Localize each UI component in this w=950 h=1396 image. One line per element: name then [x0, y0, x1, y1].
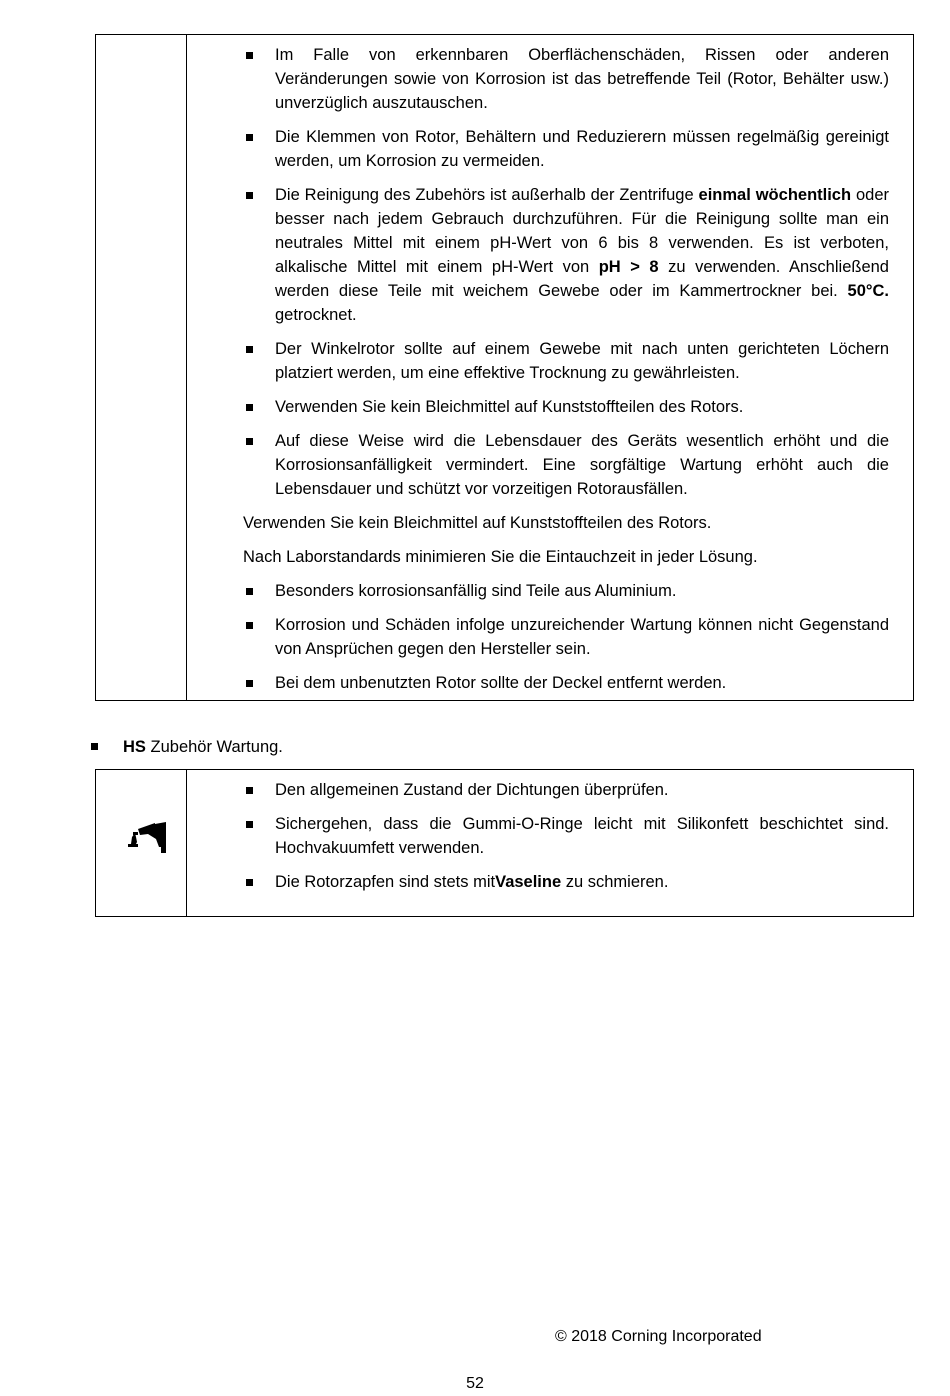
bullet-item [243, 429, 889, 501]
text-run: Sichergehen, dass die Gummi-O-Ringe leicht mit Silikonfett beschichtet sind. Hochvakuumfett verwenden. [275, 815, 889, 857]
text-run: Die Klemmen von Rotor, Behältern und Reduzierern müssen regelmäßig gereinigt werden, um Korrosion zu vermeiden. [275, 128, 889, 170]
paragraph [243, 511, 889, 535]
copyright: © 2018 Corning Incorporated [555, 1328, 762, 1345]
section-heading-text: Zubehör Wartung. [145, 738, 283, 756]
emphasis-text: 50°C. [847, 282, 889, 300]
text-run: Bei dem unbenutzten Rotor sollte der Deckel entfernt werden. [275, 674, 727, 692]
text-run: zu schmieren. [561, 873, 669, 891]
text-run: Im Falle von erkennbaren Oberflächenschäden, Rissen oder anderen Veränderungen sowie von Korrosion ist das betreffende Teil (Rotor, Behälter usw.) unverzüglich auszutauschen. [275, 46, 889, 112]
text-run: Die Reinigung des Zubehörs ist außerhalb der Zentrifuge [275, 186, 699, 204]
page-number: 52 [466, 1375, 484, 1392]
text-run: Besonders korrosionsanfällig sind Teile aus Aluminium. [275, 582, 677, 600]
text-run: Korrosion und Schäden infolge unzureichender Wartung können nicht Gegenstand von Ansprüchen gegen den Hersteller sein. [275, 616, 889, 658]
paragraph [243, 545, 889, 569]
bullet-item [243, 613, 889, 661]
bullet-item [243, 183, 889, 327]
text-run: zu verwenden. Anschließend werden diese Teile mit weichem Gewebe oder im Kammertrockner bei. [275, 258, 889, 300]
maintenance-instructions [187, 35, 913, 700]
bullet-item [243, 778, 889, 802]
bullet-item [243, 43, 889, 115]
emphasis-text: pH > 8 [598, 258, 659, 276]
text-run: oder besser nach jedem Gebrauch durchzuführen. Für die Reinigung sollte man ein neutrales Mittel mit einem pH-Wert von 6 bis 8 verwenden. Es ist verboten, alkalische Mittel mit einem pH-Wert von [275, 186, 890, 276]
section-heading [91, 735, 283, 759]
text-run: Die Rotorzapfen sind stets mit [275, 873, 496, 891]
hs-accessory-table [95, 769, 914, 917]
section-heading-bold: HS [123, 738, 146, 756]
text-run: Den allgemeinen Zustand der Dichtungen überprüfen. [275, 781, 669, 799]
bullet-item [243, 337, 889, 385]
text-run: Verwenden Sie kein Bleichmittel auf Kunststoffteilen des Rotors. [243, 514, 712, 532]
text-run: Nach Laborstandards minimieren Sie die Eintauchzeit in jeder Lösung. [243, 548, 758, 566]
emphasis-text: Vaseline [495, 873, 562, 891]
bullet-item [243, 870, 889, 894]
text-run: Der Winkelrotor sollte auf einem Gewebe mit nach unten gerichteten Löchern platziert werden, um eine effektive Trocknung zu gewährleisten. [275, 340, 889, 382]
bullet-item [243, 395, 889, 419]
text-run: getrocknet. [275, 306, 357, 324]
emphasis-text: einmal wöchentlich [698, 186, 852, 204]
text-run: Auf diese Weise wird die Lebensdauer des Geräts wesentlich erhöht und die Korrosionsanfälligkeit vermindert. Eine sorgfältige Wartung erhöht auch die Lebensdauer und schützt vor vorzeitigen Rotorausfällen. [275, 432, 889, 498]
bullet-item [243, 125, 889, 173]
grease-gun-icon [126, 820, 168, 856]
hs-instructions [187, 770, 913, 916]
bullet-item [243, 812, 889, 860]
text-run: Verwenden Sie kein Bleichmittel auf Kunststoffteilen des Rotors. [275, 398, 744, 416]
bullet-item [243, 671, 889, 695]
icon-column [96, 35, 187, 700]
maintenance-table [95, 34, 914, 701]
bullet-item [243, 579, 889, 603]
icon-column [96, 770, 187, 916]
